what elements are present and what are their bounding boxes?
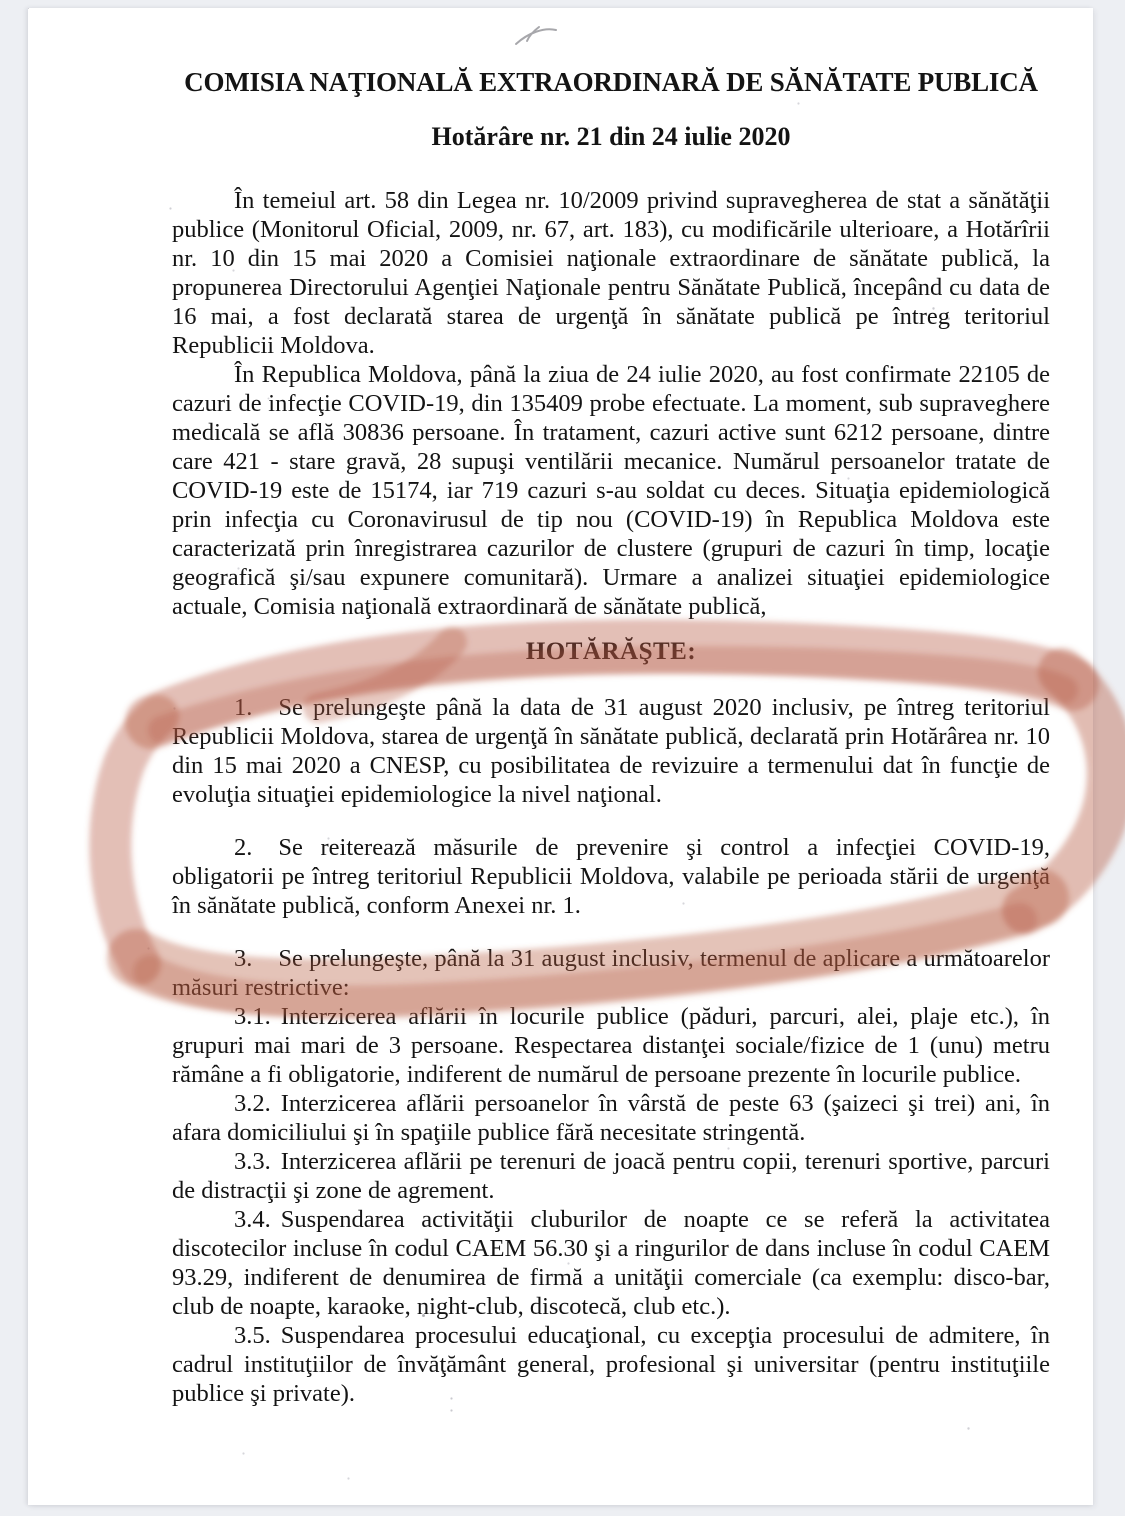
sub-measure-3-3-number: 3.3. (234, 1148, 271, 1175)
decision-2-number: 2. (234, 834, 253, 861)
sub-measure-3-5-text: Suspendarea procesului educaţional, cu excepţia procesului de admitere, în cadrul instituţiilor de învăţământ general, profesional şi universitar (pentru instituţiile publice şi private). (172, 1322, 1050, 1407)
sub-measure-3-1-number: 3.1. (234, 1003, 271, 1030)
document-subtitle: Hotărâre nr. 21 din 24 iulie 2020 (431, 122, 791, 151)
sub-measure-3-4-text: Suspendarea activităţii cluburilor de noapte ce se referă la activitatea discotecilor incluse în codul CAEM 56.30 şi a ringurilor de dans incluse în codul CAEM 93.29, indiferent de denumirea de firmă a unităţii comerciale (ca exemplu: disco-bar, club de noapte, karaoke, night-club, discotecă, club etc.). (172, 1206, 1050, 1320)
intro-paragraph-2: În Republica Moldova, până la ziua de 24 iulie 2020, au fost confirmate 22105 de cazuri de infecţie COVID-19, din 135409 probe efectuate. La moment, sub supraveghere medicală se află 30836 persoane. În tratament, cazuri active sunt 6212 persoane, dintre care 421 - stare gravă, 28 supuşi ventilării mecanice. Numărul persoanelor tratate de COVID-19 este de 15174, iar 719 cazuri s-au soldat cu deces. Situaţia epidemiologică prin infecţia cu Coronavirusul de tip nou (COVID-19) în Republica Moldova este caracterizată prin înregistrarea cazurilor de clustere (grupuri de cazuri în timp, locaţie geografică şi/sau expunere comunitară). Urmare a analizei situaţiei epidemiologice actuale, Comisia naţională extraordinară de sănătate publică, (172, 361, 1050, 620)
sub-measure-3-3 (172, 1147, 1050, 1205)
sub-measure-3-5-number: 3.5. (234, 1322, 271, 1349)
decision-item-1 (172, 693, 1050, 809)
sub-measure-3-1 (172, 1002, 1050, 1089)
sub-measure-3-4-number: 3.4. (234, 1206, 271, 1233)
sub-measure-3-2 (172, 1089, 1050, 1147)
sub-measure-3-4 (172, 1205, 1050, 1321)
decision-2-text: Se reiterează măsurile de prevenire şi control a infecţiei COVID-19, obligatorii pe întreg teritoriul Republicii Moldova, valabile pe perioada stării de urgenţă în sănătate publică, conform Anexei nr. 1. (172, 834, 1050, 919)
intro-paragraph-1: În temeiul art. 58 din Legea nr. 10/2009 privind supravegherea de stat a sănătăţii publice (Monitorul Oficial, 2009, nr. 67, art. 183), cu modificările ulterioare, a Hotărîrii nr. 10 din 15 mai 2020 a Comisiei naţionale extraordinare de sănătate publică, la propunerea Directorului Agenţiei Naţionale pentru Sănătate Publică, începând cu data de 16 mai, a fost declarată starea de urgenţă în sănătate publică pe întreg teritoriul Republicii Moldova. (172, 187, 1050, 359)
sub-measure-3-3-text: Interzicerea aflării pe terenuri de joacă pentru copii, terenuri sportive, parcuri de distracţii şi zone de agrement. (172, 1148, 1050, 1204)
decision-item-2 (172, 833, 1050, 920)
sub-measure-3-5 (172, 1321, 1050, 1408)
page-title: COMISIA NAŢIONALĂ EXTRAORDINARĂ DE SĂNĂTATE PUBLICĂ (184, 67, 1038, 97)
scan-noise-specks (28, 8, 29, 9)
decision-1-text: Se prelungeşte până la data de 31 august 2020 inclusiv, pe întreg teritoriul Republicii Moldova, starea de urgenţă în sănătate publică, declarată prin Hotărârea nr. 10 din 15 mai 2020 a CNESP, cu posibilitatea de revizuire a termenului dat în funcţie de evoluţia situaţiei epidemiologice la nivel naţional. (172, 694, 1050, 808)
sub-measure-3-2-number: 3.2. (234, 1090, 271, 1117)
decision-3-text: Se prelungeşte, până la 31 august inclusiv, termenul de aplicare a următoarelor măsuri restrictive: (172, 945, 1050, 1001)
decision-1-number: 1. (234, 694, 253, 721)
decision-item-3 (172, 944, 1050, 1002)
decision-heading: HOTĂRĂŞTE: (525, 638, 697, 665)
decision-3-number: 3. (234, 945, 253, 972)
sub-measure-3-1-text: Interzicerea aflării în locurile publice (păduri, parcuri, alei, plaje etc.), în grupuri mai mari de 3 persoane. Respectarea distanţei sociale/fizice de 1 (unu) metru rămâne a fi obligatorie, indiferent de numărul de persoane prezente în locurile publice. (172, 1003, 1050, 1088)
document-paper (28, 8, 1093, 1505)
document-content (172, 66, 1050, 1408)
sub-measure-3-2-text: Interzicerea aflării persoanelor în vârstă de peste 63 (şaizeci şi trei) ani, în afara domiciliului şi în spaţiile publice fără necesitate stringentă. (172, 1090, 1050, 1146)
